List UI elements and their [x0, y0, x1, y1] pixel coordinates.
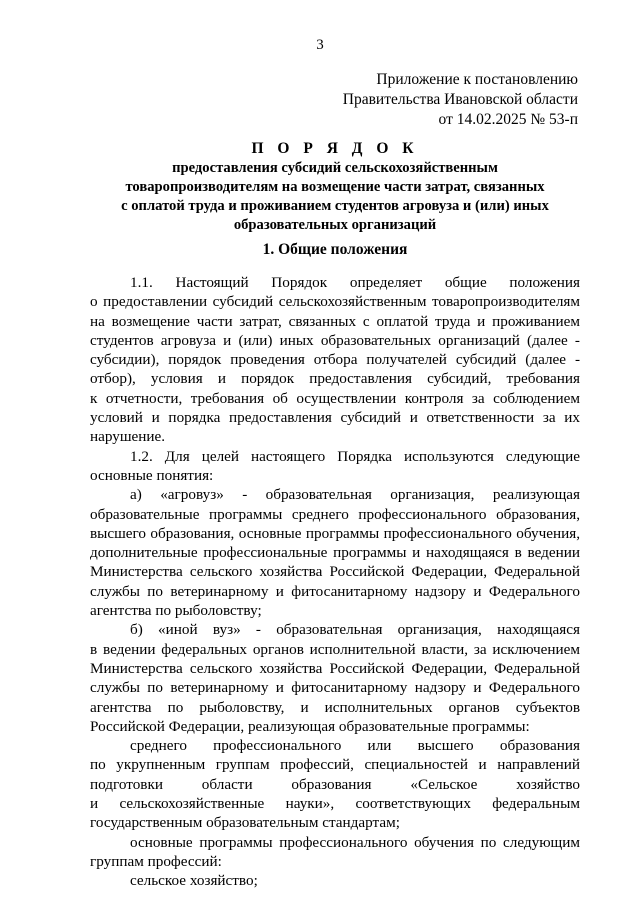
body-line: нарушение. [90, 428, 166, 446]
body-line: б) «иной вуз» - образовательная организация, находящаяся [130, 621, 580, 639]
body-line: подготовки области образования «Сельское хозяйство [90, 775, 580, 793]
document-subtitle [90, 159, 580, 235]
subtitle-line: с оплатой труда и проживанием студентов агровуза и (или) иных [121, 198, 549, 214]
body-line: к отчетности, требования об осуществлении контроля за соблюдением [90, 389, 580, 407]
body-line: 1.2. Для целей настоящего Порядка используются следующие [130, 447, 580, 465]
body-line: службы по ветеринарному и фитосанитарному надзору и Федерального [90, 582, 580, 600]
subtitle-line: предоставления субсидий сельскохозяйственным [172, 160, 498, 176]
body-line: в ведении федеральных органов исполнительной власти, за исключением [90, 640, 580, 658]
section-heading: 1. Общие положения [262, 241, 408, 258]
body-line: дополнительные профессиональные программы и находящаяся в ведении [90, 544, 580, 562]
appendix-line: от 14.02.2025 № 53-п [438, 111, 578, 128]
subtitle-line: товаропроизводителям на возмещение части затрат, связанных [125, 179, 545, 195]
body-line: на возмещение части затрат, связанных с оплатой труда и проживанием [90, 312, 580, 330]
body-line: по укрупненным группам профессий, специальностей и направлений [90, 756, 580, 774]
body-line: агентства по рыболовству; [90, 602, 262, 620]
body-line: государственным образовательным стандартам; [90, 814, 400, 832]
body-line: службы по ветеринарному и фитосанитарному надзору и Федерального [90, 679, 580, 697]
body-line: Российской Федерации, реализующая образовательные программы: [90, 717, 530, 735]
appendix-line: Правительства Ивановской области [342, 91, 578, 108]
body-line: высшего образования, основные программы профессионального обучения, [90, 524, 580, 542]
body-line: 1.1. Настоящий Порядок определяет общие положения [130, 274, 580, 291]
body-line: основные понятия: [90, 466, 214, 484]
body-line: образовательные программы среднего профессионального образования, [90, 505, 580, 523]
body-line: субсидии), порядок проведения отбора получателей субсидий (далее - [90, 351, 580, 369]
body-line: группам профессий: [90, 852, 222, 870]
body-line: агентства по рыболовству, и исполнительных органов субъектов [90, 698, 580, 716]
subtitle-line: образовательных организаций [233, 217, 437, 233]
body-line: среднего профессионального или высшего образования [130, 737, 580, 755]
body-line: Министерства сельского хозяйства Российской Федерации, Федеральной [90, 563, 580, 581]
body-line: студентов агровуза и (или) иных образовательных организаций (далее - [90, 331, 580, 349]
body-line: о предоставлении субсидий сельскохозяйственным товаропроизводителям [90, 293, 580, 311]
body-line: Министерства сельского хозяйства Российской Федерации, Федеральной [90, 659, 580, 677]
body-line: сельское хозяйство; [130, 872, 258, 890]
body-line: и сельскохозяйственные науки», соответствующих федеральным [90, 795, 580, 813]
appendix-line: Приложение к постановлению [376, 71, 578, 88]
body-line: отбор), условия и порядок предоставления субсидий, требования [90, 370, 580, 388]
body-line: условий и порядка предоставления субсидий и ответственности за их [90, 409, 580, 427]
body-line: основные программы профессионального обучения по следующим [130, 833, 580, 851]
appendix-note [343, 70, 578, 130]
page-number: 3 [316, 37, 324, 53]
body-line: а) «агровуз» - образовательная организация, реализующая [130, 486, 580, 504]
document-body [90, 273, 580, 891]
document-title: П О Р Я Д О К [251, 140, 419, 157]
